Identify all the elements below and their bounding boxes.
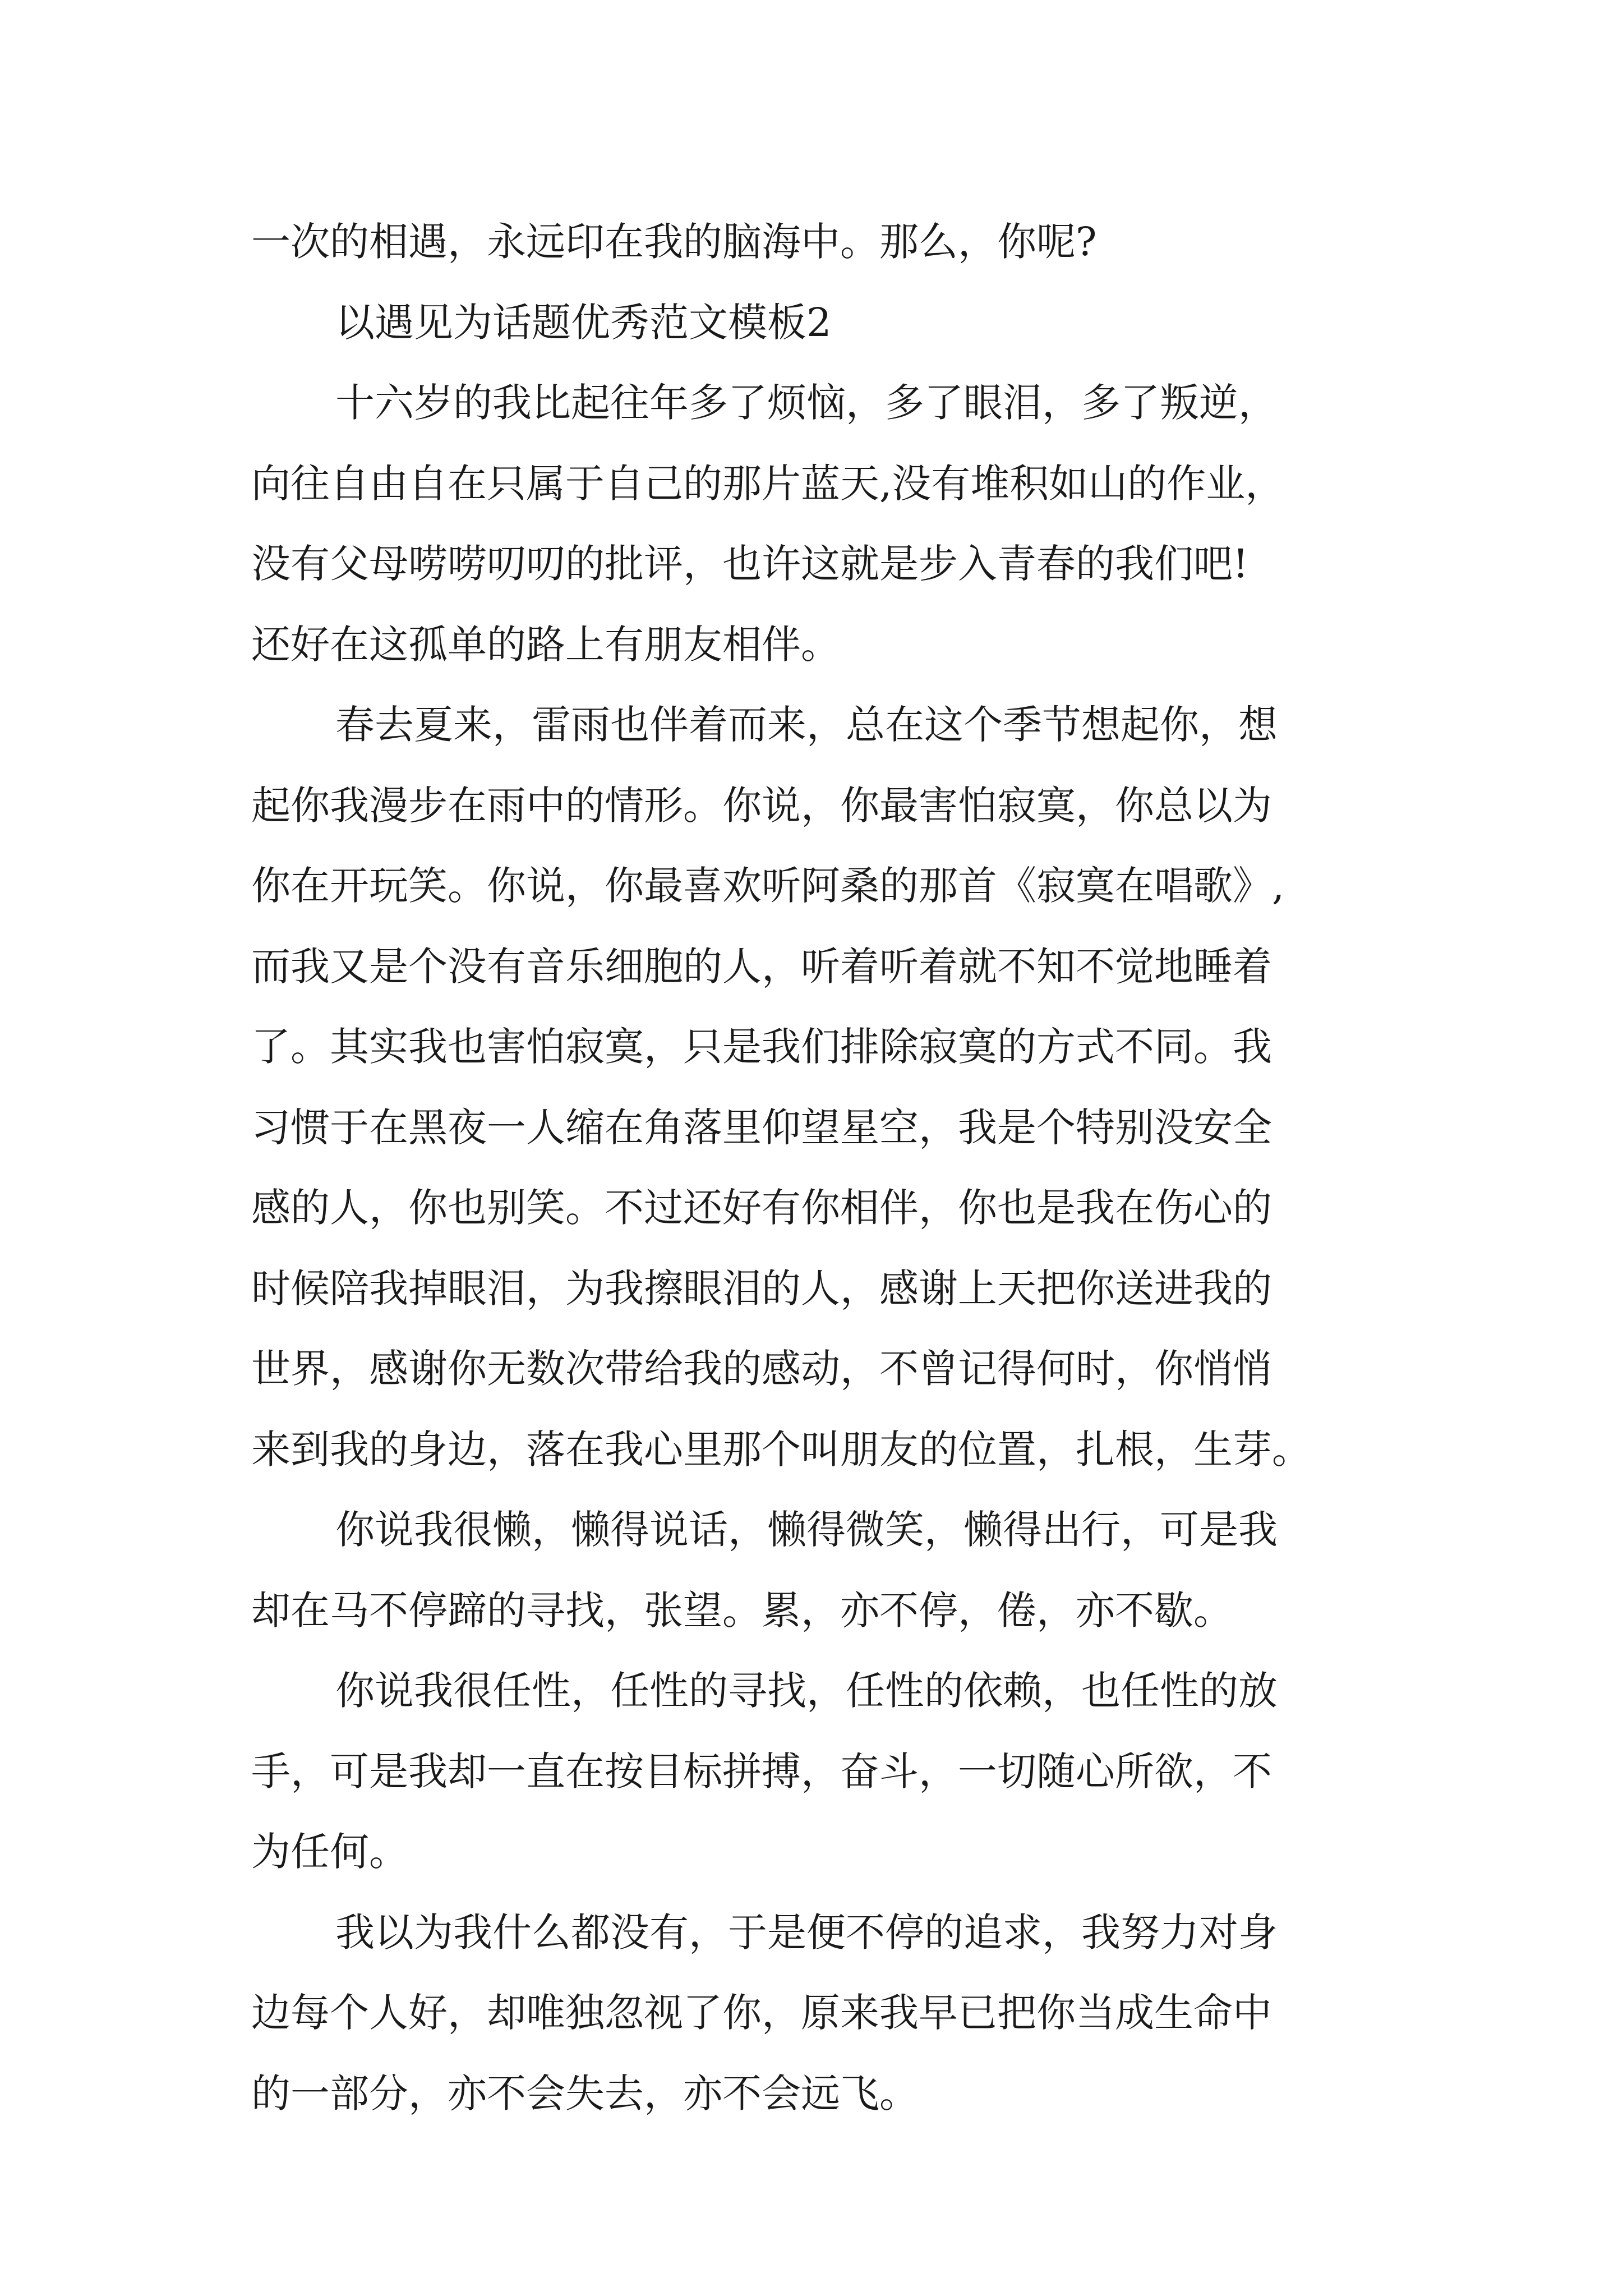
text-line: 一次的相遇，永远印在我的脑海中。那么，你呢?: [251, 219, 1097, 265]
text-line: 感的人，你也别笑。不过还好有你相伴，你也是我在伤心的: [251, 1185, 1272, 1231]
document-body: [251, 202, 1390, 2134]
text-line: 边每个人好，却唯独忽视了你，原来我早已把你当成生命中: [251, 1990, 1272, 2036]
text-line: 还好在这孤单的路上有朋友相伴。: [251, 621, 840, 668]
text-line: 春去夏来，雷雨也伴着而来，总在这个季节想起你，想: [335, 702, 1278, 748]
text-line: 你说我很任性，任性的寻找，任性的依赖，也任性的放: [335, 1668, 1278, 1714]
text-line: 没有父母唠唠叨叨的批评，也许这就是步入青春的我们吧!: [251, 541, 1249, 587]
text-line: 为任何。: [251, 1829, 408, 1875]
text-line: 习惯于在黑夜一人缩在角落里仰望星空，我是个特别没安全: [251, 1104, 1272, 1151]
text-line: 起你我漫步在雨中的情形。你说，你最害怕寂寞，你总以为: [251, 782, 1272, 829]
text-line: 向往自由自在只属于自己的那片蓝天,没有堆积如山的作业，: [251, 460, 1285, 507]
text-line: 十六岁的我比起往年多了烦恼，多了眼泪，多了叛逆，: [335, 380, 1278, 426]
text-line: 来到我的身边，落在我心里那个叫朋友的位置，扎根，生芽。: [251, 1426, 1311, 1473]
text-line: 你在开玩笑。你说，你最喜欢听阿桑的那首《寂寞在唱歌》,: [251, 863, 1285, 909]
text-line: 世界，感谢你无数次带给我的感动，不曾记得何时，你悄悄: [251, 1346, 1272, 1392]
text-line: 手，可是我却一直在按目标拼搏，奋斗，一切随心所欲，不: [251, 1748, 1272, 1795]
section-heading: 以遇见为话题优秀范文模板2: [335, 299, 832, 346]
text-line: 你说我很懒，懒得说话，懒得微笑，懒得出行，可是我: [335, 1507, 1278, 1553]
text-line: 的一部分，亦不会失去，亦不会远飞。: [251, 2070, 919, 2116]
text-line: 而我又是个没有音乐细胞的人，听着听着就不知不觉地睡着: [251, 943, 1272, 990]
text-line: 了。其实我也害怕寂寞，只是我们排除寂寞的方式不同。我: [251, 1024, 1272, 1070]
text-line: 却在马不停蹄的寻找，张望。累，亦不停，倦，亦不歇。: [251, 1587, 1233, 1634]
text-line: 我以为我什么都没有，于是便不停的追求，我努力对身: [335, 1909, 1278, 1955]
text-line: 时候陪我掉眼泪，为我擦眼泪的人，感谢上天把你送进我的: [251, 1265, 1272, 1312]
